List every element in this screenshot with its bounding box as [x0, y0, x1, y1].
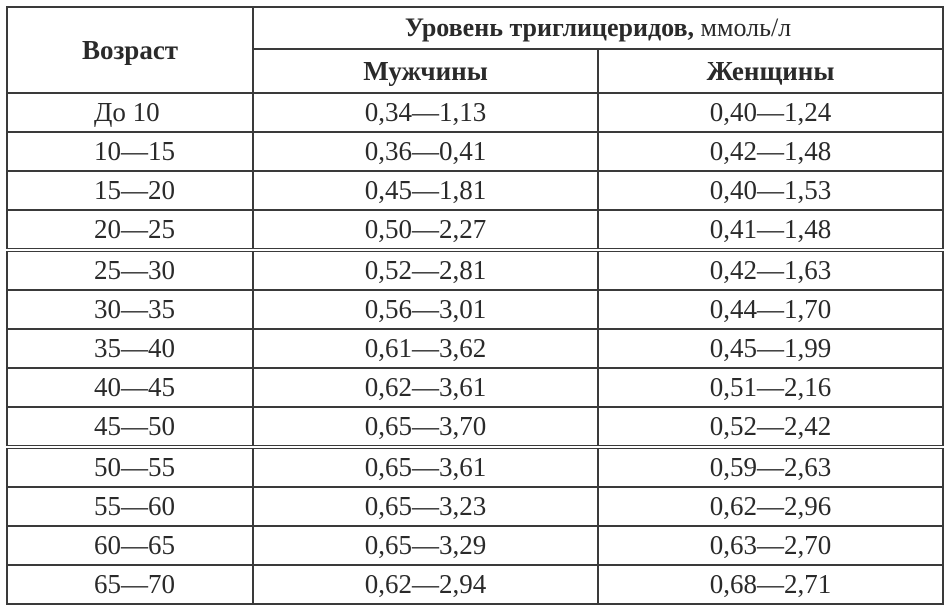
table-row [7, 250, 943, 290]
header-women: Женщины [598, 49, 943, 93]
women-cell: 0,42—1,63 [598, 250, 943, 290]
header-row-top [7, 7, 943, 49]
table-row [7, 447, 943, 487]
women-cell: 0,62—2,96 [598, 487, 943, 526]
header-level-unit: ммоль/л [694, 13, 792, 42]
women-cell: 0,45—1,99 [598, 329, 943, 368]
men-cell: 0,65—3,70 [253, 407, 598, 447]
header-men: Мужчины [253, 49, 598, 93]
age-cell: 40—45 [7, 368, 253, 407]
men-cell: 0,65—3,23 [253, 487, 598, 526]
women-cell: 0,40—1,24 [598, 93, 943, 132]
men-cell: 0,61—3,62 [253, 329, 598, 368]
men-cell: 0,34—1,13 [253, 93, 598, 132]
women-cell: 0,52—2,42 [598, 407, 943, 447]
age-cell: 20—25 [7, 210, 253, 250]
age-cell: 30—35 [7, 290, 253, 329]
table-row [7, 93, 943, 132]
age-cell: 25—30 [7, 250, 253, 290]
women-cell: 0,40—1,53 [598, 171, 943, 210]
women-cell: 0,44—1,70 [598, 290, 943, 329]
women-cell: 0,41—1,48 [598, 210, 943, 250]
women-cell: 0,42—1,48 [598, 132, 943, 171]
table-row [7, 210, 943, 250]
header-level [253, 7, 943, 49]
age-cell: 60—65 [7, 526, 253, 565]
men-cell: 0,52—2,81 [253, 250, 598, 290]
table-row [7, 132, 943, 171]
age-cell: 45—50 [7, 407, 253, 447]
age-cell: 35—40 [7, 329, 253, 368]
women-cell: 0,68—2,71 [598, 565, 943, 604]
table-row [7, 565, 943, 604]
triglyceride-table [6, 6, 944, 605]
men-cell: 0,65—3,61 [253, 447, 598, 487]
table-row [7, 290, 943, 329]
men-cell: 0,50—2,27 [253, 210, 598, 250]
women-cell: 0,63—2,70 [598, 526, 943, 565]
table-row [7, 368, 943, 407]
age-cell: 10—15 [7, 132, 253, 171]
table-row [7, 487, 943, 526]
age-cell: 50—55 [7, 447, 253, 487]
age-cell: До 10 [7, 93, 253, 132]
header-level-label: Уровень триглицеридов, [404, 13, 695, 42]
men-cell: 0,62—2,94 [253, 565, 598, 604]
age-cell: 15—20 [7, 171, 253, 210]
men-cell: 0,36—0,41 [253, 132, 598, 171]
women-cell: 0,51—2,16 [598, 368, 943, 407]
table-row [7, 329, 943, 368]
triglyceride-table-container [6, 6, 942, 599]
men-cell: 0,56—3,01 [253, 290, 598, 329]
age-cell: 55—60 [7, 487, 253, 526]
men-cell: 0,62—3,61 [253, 368, 598, 407]
age-cell: 65—70 [7, 565, 253, 604]
table-row [7, 407, 943, 447]
header-age: Возраст [7, 7, 253, 93]
women-cell: 0,59—2,63 [598, 447, 943, 487]
men-cell: 0,45—1,81 [253, 171, 598, 210]
table-row [7, 171, 943, 210]
table-row [7, 526, 943, 565]
men-cell: 0,65—3,29 [253, 526, 598, 565]
